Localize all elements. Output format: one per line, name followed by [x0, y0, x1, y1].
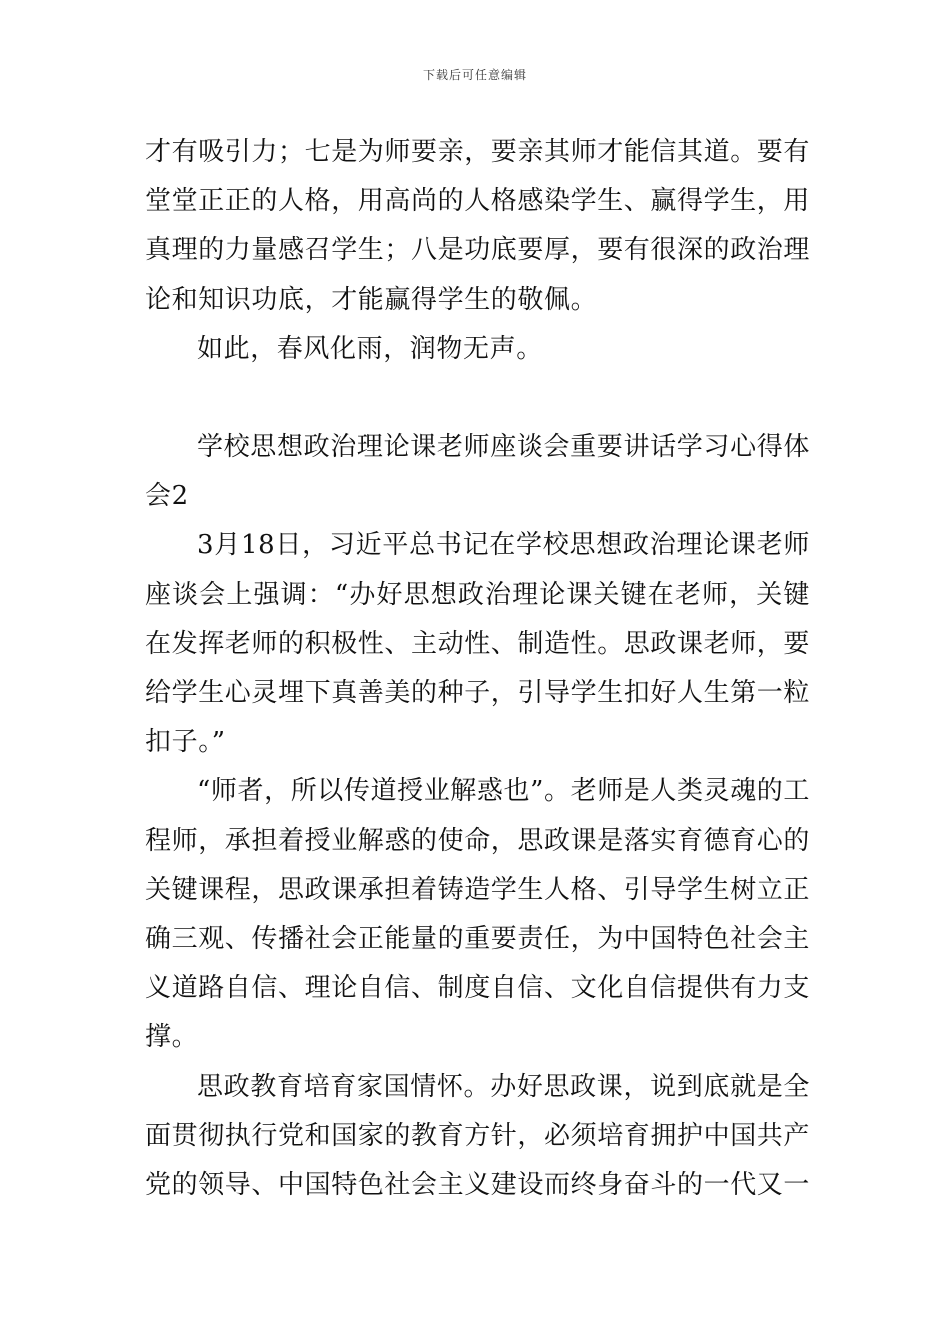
paragraph-teacher-role: “师者，所以传道授业解惑也”。老师是人类灵魂的工程师，承担着授业解惑的使命，思政课是落实育德育心的关键课程，思政课承担着铸造学生人格、引导学生树立正确三观、传播社会正能量的重要责任，为中国特色社会主义道路自信、理论自信、制度自信、文化自信提供有力支撑。 — [145, 776, 811, 1053]
paragraph-closing: 如此，春风化雨，润物无声。 — [197, 333, 543, 364]
paragraph-continuation: 才有吸引力；七是为师要亲，要亲其师才能信其道。要有堂堂正正的人格，用高尚的人格感染学生、赢得学生，用真理的力量感召学生；八是功底要厚，要有很深的政治理论和知识功底，才能赢得学生的敬佩。 — [145, 137, 811, 315]
paragraph-patriotism: 思政教育培育家国情怀。办好思政课，说到底就是全面贯彻执行党和国家的教育方针，必须培育拥护中国共产党的领导、中国特色社会主义建设而终身奋斗的一代又一 — [145, 1071, 811, 1201]
page-header: 下载后可任意编辑 — [422, 68, 527, 82]
paragraph-date-quote: 3月18日，习近平总书记在学校思想政治理论课老师座谈会上强调：“办好思想政治理论课关键在老师，关键在发挥老师的积极性、主动性、制造性。思政课老师，要给学生心灵埋下真善美的种子，引导学生扣好人生第一粒扣子。” — [145, 530, 811, 758]
document-body — [145, 128, 810, 1210]
section-title: 学校思想政治理论课老师座谈会重要讲话学习心得体会2 — [145, 432, 810, 512]
paragraph-gap — [145, 374, 810, 423]
